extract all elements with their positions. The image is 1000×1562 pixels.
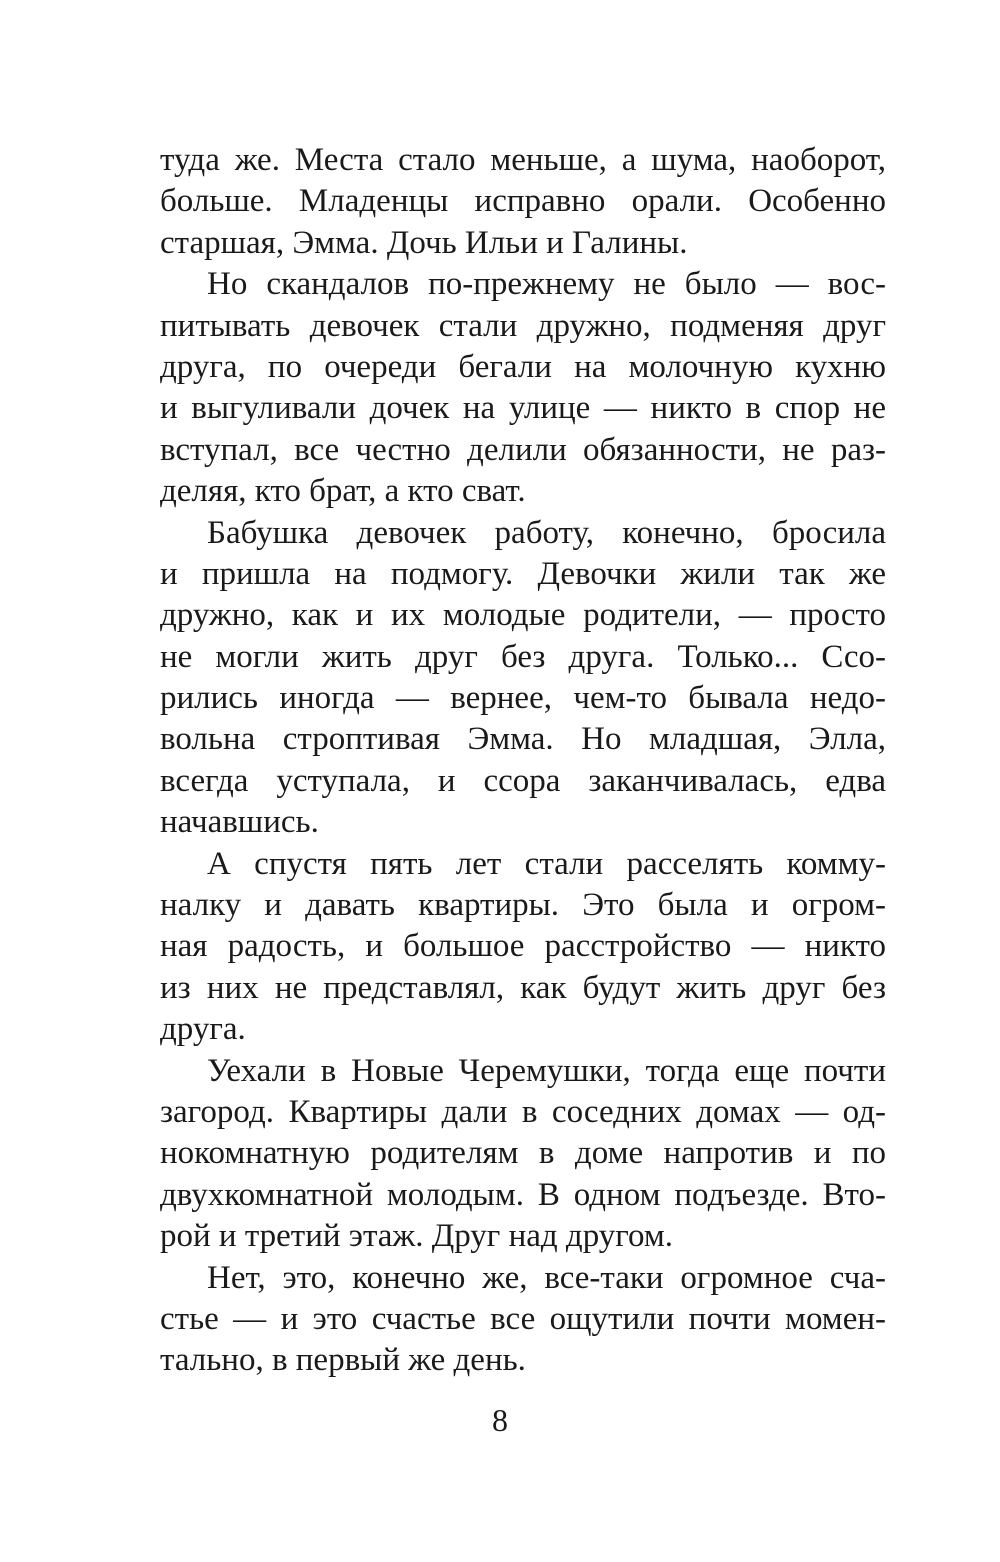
text-line: вольна строптивая Эмма. Но младшая, Элла,	[160, 721, 886, 758]
text-line: тально, в первый же день.	[160, 1342, 526, 1379]
text-line: рой и третий этаж. Друг над другом.	[160, 1218, 673, 1255]
text-line: из них не представлял, как будут жить друг без	[160, 969, 886, 1006]
text-line: Нет, это, конечно же, все-таки огромное сча-	[207, 1259, 886, 1296]
text-line: старшая, Эмма. Дочь Ильи и Галины.	[160, 224, 688, 261]
text-line: Но скандалов по-прежнему не было — вос-	[207, 266, 886, 303]
paragraph	[160, 1051, 886, 1258]
text-line: туда же. Места стало меньше, а шума, наоборот,	[160, 142, 886, 178]
text-line: деляя, кто брат, а кто сват.	[160, 473, 526, 510]
text-line: Бабушка девочек работу, конечно, бросила	[207, 514, 886, 551]
text-line: Уехали в Новые Черемушки, тогда еще почти	[207, 1052, 886, 1089]
paragraph	[160, 264, 886, 512]
paragraph	[160, 140, 886, 264]
text-line: начавшись.	[160, 804, 319, 841]
text-line: питывать девочек стали дружно, подменяя друг	[160, 307, 886, 344]
body-text	[160, 140, 886, 1382]
paragraph	[160, 513, 886, 844]
text-line: друга.	[160, 1011, 246, 1048]
text-line: не могли жить друг без друга. Только... Ссо-	[160, 638, 886, 675]
text-line: всегда уступала, и ссора заканчивалась, едва	[160, 762, 886, 799]
text-line: нокомнатную родителям в доме напротив и по	[160, 1135, 886, 1172]
text-line: дружно, как и их молодые родители, — просто	[160, 597, 886, 634]
paragraph	[160, 1258, 886, 1382]
text-line: друга, по очереди бегали на молочную кухню	[160, 348, 886, 385]
text-line: больше. Младенцы исправно орали. Особенно	[160, 183, 886, 220]
text-line: налку и давать квартиры. Это была и огром-	[160, 887, 886, 924]
text-line: двухкомнатной молодым. В одном подъезде. Вто-	[160, 1176, 886, 1213]
text-line: вступал, все честно делили обязанности, не раз-	[160, 431, 886, 468]
paragraph	[160, 844, 886, 1051]
text-line: и пришла на подмогу. Девочки жили так же	[160, 555, 886, 592]
text-line: ная радость, и большое расстройство — никто	[160, 928, 886, 965]
text-line: рились иногда — вернее, чем-то бывала недо-	[160, 680, 886, 717]
page-number: 8	[492, 1402, 508, 1438]
text-line: А спустя пять лет стали расселять комму-	[207, 845, 886, 882]
text-line: стье — и это счастье все ощутили почти момен-	[160, 1300, 886, 1337]
text-line: и выгуливали дочек на улице — никто в спор не	[160, 390, 886, 427]
text-line: загород. Квартиры дали в соседних домах — од-	[160, 1093, 886, 1130]
